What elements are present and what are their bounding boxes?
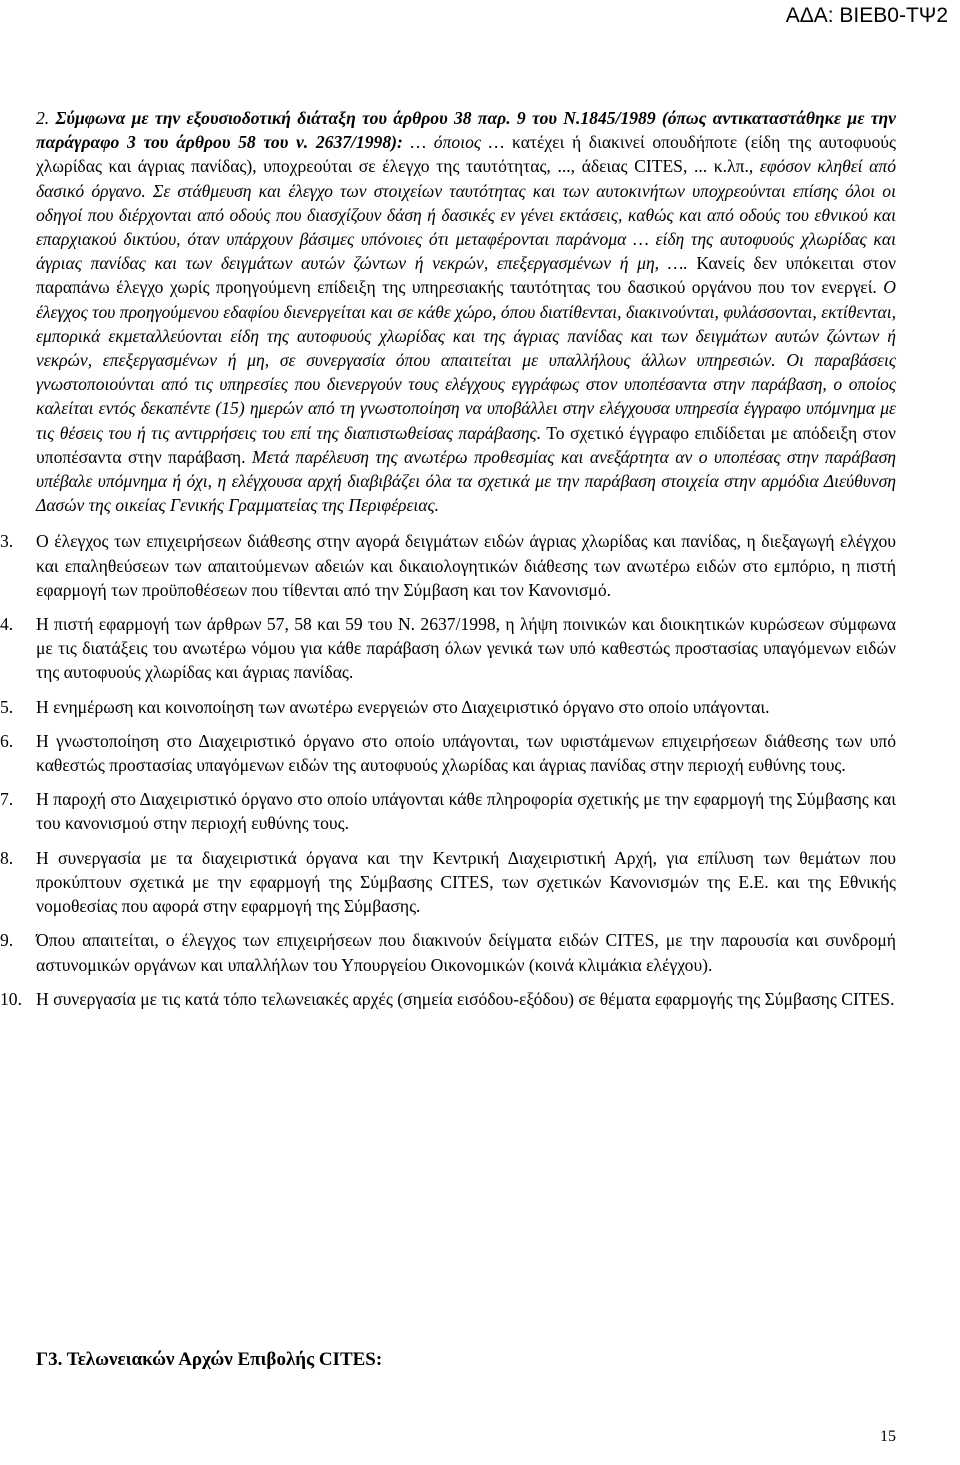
item-2-text-b: Κανείς δεν υπόκειται στον παραπάνω έλεγχο χωρίς προηγούμενη επίδειξη της υπηρεσιακής ταυτότητας του δασικού οργάνου που τον ενεργεί. [36, 253, 896, 298]
list-item [0, 612, 896, 685]
list-item-text: Ο έλεγχος των επιχειρήσεων διάθεσης στην αγορά δειγμάτων ειδών άγριας χλωρίδας και πανίδας, η διεξαγωγή ελέγχου και επαληθεύσεων των απαιτούμενων αδειών και δικαιολογητικών διάθεσης των ανωτέρω ειδών στο εμπόριο, η πιστή εφαρμογή των προϋποθέσεων που τίθενται από την Σύμβαση και τον Κανονισμό. [36, 531, 896, 600]
page-number: 15 [880, 1428, 896, 1445]
list-item-text: Η γνωστοποίηση στο Διαχειριστικό όργανο στο οποίο υπάγονται, των υφιστάμενων επιχειρήσεων διάθεσης των υπό καθεστώς προστασίας υπαγόμενων ειδών της αυτοφυούς χλωρίδας και άγριας πανίδας στην περιοχή ευθύνης τους. [36, 730, 896, 776]
paragraph-item-2 [36, 106, 896, 517]
item-number: 2. [36, 108, 50, 128]
list-item-text: Όπου απαιτείται, ο έλεγχος των επιχειρήσεων που διακινούν δείγματα ειδών CITES, με την παρουσία και συνδρομή αστυνομικών οργάνων και υπαλλήλων του Υπουργείου Οικονομικών (κοινά κλιμάκια ελέγχου). [36, 930, 896, 975]
list-item-number: 3. [0, 531, 14, 552]
list-item [0, 729, 896, 777]
list-item [0, 529, 896, 602]
list-item-number: 8. [0, 847, 14, 868]
item-2-quote-e: Μετά παρέλευση της ανωτέρω προθεσμίας και ανεξάρτητα αν ο υποπέσας στην παράβαση υπέβαλε υπόμνημα ή όχι, η ελέγχουσα αρχή διαβιβάζει όλα τα σχετικά με την παράβαση στοιχεία στην αρμόδια Διεύθυνση Δασών της οικείας Γενικής Γραμματείας της Περιφέρειας. [36, 446, 897, 516]
list-item-text: Η συνεργασία με τις κατά τόπο τελωνειακές αρχές (σημεία εισόδου-εξόδου) σε θέματα εφαρμογής της Σύμβασης CITES. [36, 988, 895, 1009]
list-item [0, 928, 896, 976]
list-item-number: 9. [0, 930, 14, 951]
item-2-quote-a: … όποιος … [410, 132, 505, 153]
list-item-number: 6. [0, 730, 14, 751]
list-item-number: 10. [0, 988, 22, 1009]
item-2-quote-d: Οι παραβάσεις γνωστοποιούνται από τις υπηρεσίες που διενεργούν τους ελέγχους εγγράφως στον υποπέσαντα στην παράβαση, ο οποίος καλείται εντός δεκαπέντε (15) ημερών από τη γνωστοποίηση να υποβάλλει στην ελέγχουσα υπηρεσία έγγραφο υπόμνημα με τις θέσεις του ή τις αντιρρήσεις του επί της διαπιστωθείσας παράβασης. [36, 350, 896, 443]
item-2-text-c: Το σχετικό έγγραφο επιδίδεται με απόδειξη στον υποπέσαντα στην παράβαση. [36, 422, 896, 467]
list-item-text: Η παροχή στο Διαχειριστικό όργανο στο οποίο υπάγονται κάθε πληροφορία σχετικής με την εφαρμογή της Σύμβασης και του κανονισμού στην περιοχή ευθύνης τους. [36, 789, 896, 834]
item-2-quote-b: , εφόσον κληθεί από δασικό όργανο. Σε στάθμευση και έλεγχο των στοιχείων ταυτότητας και των αυτοκινήτων υποχρεούνται επίσης όλοι οι οδηγοί που διέρχονται από οδούς που διασχίζουν δάση ή δασικές εν γένει εκτάσεις, καθώς και από οδούς του εθνικού και επαρχιακού δικτύου, όταν υπάρχουν βάσιμες υπόνοιες ότι μεταφέρονται παράνομα … είδη της αυτοφυούς χλωρίδας και άγριας πανίδας και των δειγμάτων αυτών ζώντων ή νεκρών, επεξεργασμένων ή μη, …. [36, 156, 896, 274]
list-item-number: 4. [0, 614, 14, 635]
section-heading: Γ3. Τελωνειακών Αρχών Επιβολής CITES: [36, 1349, 383, 1370]
list-item [0, 987, 896, 1011]
list-item [0, 846, 896, 919]
item-2-text-a: κατέχει ή διακινεί οπουδήποτε (είδη της αυτοφυούς χλωρίδας και άγριας πανίδας), υποχρεούται σε έλεγχο της ταυτότητας, ..., άδειας CITES, ... κ.λπ. [36, 132, 896, 177]
list-item-text: Η πιστή εφαρμογή των άρθρων 57, 58 και 59 του Ν. 2637/1998, η λήψη ποινικών και διοικητικών κυρώσεων σύμφωνα με τις διατάξεις του ανωτέρω νόμου για κάθε παράβαση όλων γενικά των υπό καθεστώς προστασίας υπαγόμενων ειδών της αυτοφυούς χλωρίδας και άγριας πανίδας. [36, 614, 896, 683]
ada-code: ΑΔΑ: ΒΙΕΒ0-ΤΨ2 [785, 4, 948, 27]
list-item-number: 7. [0, 789, 14, 810]
list-item [0, 787, 896, 835]
numbered-list [0, 529, 896, 1010]
document-body [0, 106, 897, 1011]
item-2-quote-c: Ο έλεγχος του προηγούμενου εδαφίου διενεργείται και σε κάθε χώρο, όπου διατίθενται, διακινούνται, φυλάσσονται, εκτίθενται, εμπορικά εκμεταλλεύονται είδη της αυτοφυούς χλωρίδας και της άγριας πανίδας και των δειγμάτων αυτών ζώντων ή νεκρών, επεξεργασμένων ή μη, σε συνεργασία όπου απαιτείται με υπαλλήλους άλλων υπηρεσιών. [36, 277, 896, 371]
list-item-text: Η συνεργασία με τα διαχειριστικά όργανα και την Κεντρική Διαχειριστική Αρχή, για επίλυση των θεμάτων που προκύπτουν σχετικά με την εφαρμογή της Σύμβασης CITES, των σχετικών Κανονισμών της Ε.Ε. και της Εθνικής νομοθεσίας που αφορά στην εφαρμογή της Σύμβασης. [36, 847, 896, 917]
item-2-intro: Σύμφωνα με την εξουσιοδοτική διάταξη του άρθρου 38 παρ. 9 του Ν.1845/1989 (όπως αντικαταστάθηκε με την παράγραφο 3 του άρθρου 58 του ν. 2637/1998): [36, 108, 896, 153]
list-item-text: Η ενημέρωση και κοινοποίηση των ανωτέρω ενεργειών στο Διαχειριστικό όργανο στο οποίο υπάγονται. [36, 696, 770, 717]
list-item-number: 5. [0, 696, 14, 717]
list-item [0, 695, 896, 719]
